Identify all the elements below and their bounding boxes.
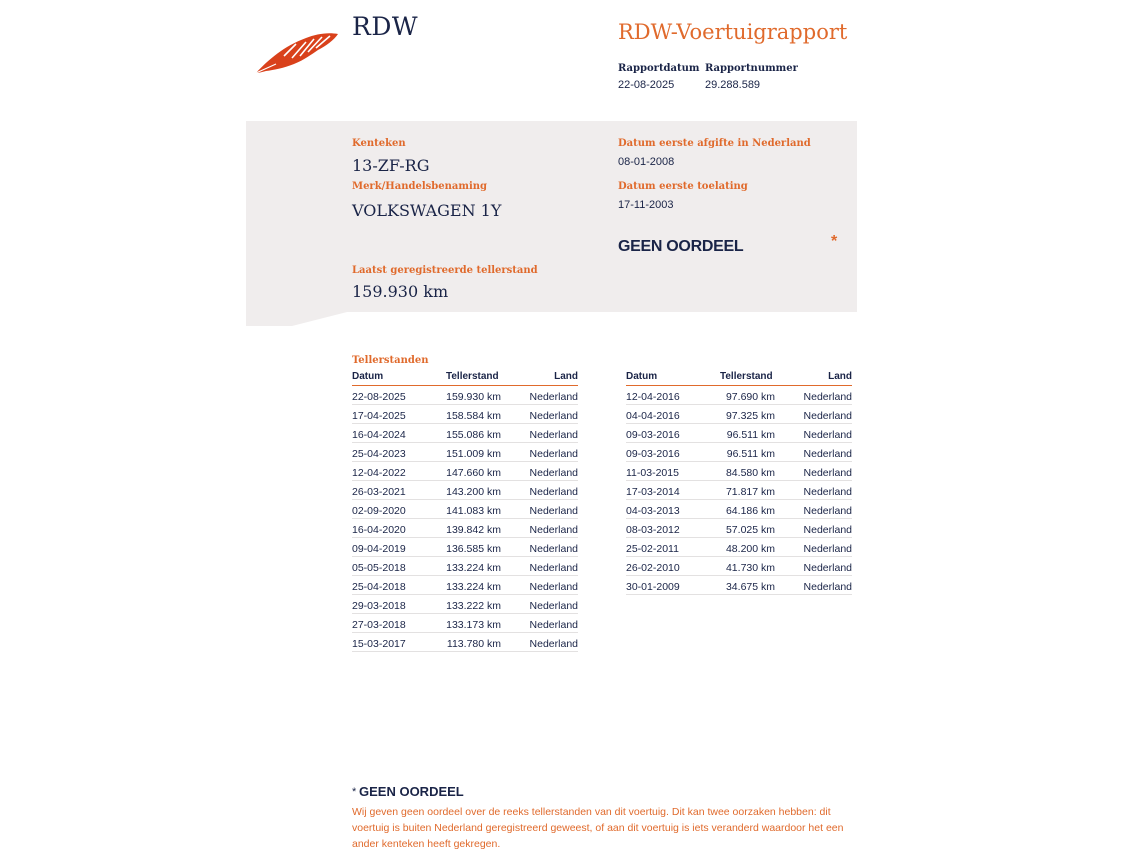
reading-odometer: 48.200 km (725, 543, 775, 555)
reading-date: 16-04-2020 (352, 524, 406, 536)
table-row (626, 538, 852, 557)
reading-country: Nederland (803, 524, 852, 536)
reading-date: 09-04-2019 (352, 543, 406, 555)
reading-date: 22-08-2025 (352, 391, 406, 403)
reading-date: 09-03-2016 (626, 448, 680, 460)
reading-odometer: 41.730 km (725, 562, 775, 574)
table-row (352, 424, 578, 443)
reading-country: Nederland (529, 524, 578, 536)
reading-odometer: 141.083 km (446, 505, 501, 517)
reading-date: 05-05-2018 (352, 562, 406, 574)
first-admission-label: Datum eerste toelating (618, 181, 748, 192)
report-title: RDW-Voertuigrapport (618, 20, 848, 44)
rdw-feather-logo-icon (254, 30, 340, 76)
reading-date: 12-04-2016 (626, 391, 680, 403)
table-header (626, 371, 852, 386)
reading-odometer: 158.584 km (446, 410, 501, 422)
reading-odometer: 133.222 km (446, 600, 501, 612)
table-row (626, 424, 852, 443)
reading-country: Nederland (803, 562, 852, 574)
footnote-title: GEEN OORDEEL (359, 784, 464, 799)
reading-odometer: 97.325 km (725, 410, 775, 422)
reading-country: Nederland (529, 467, 578, 479)
reading-country: Nederland (529, 638, 578, 650)
table-row (626, 386, 852, 405)
col-date-header: Datum (626, 371, 658, 382)
reading-odometer: 159.930 km (446, 391, 501, 403)
table-row (352, 462, 578, 481)
reading-odometer: 133.224 km (446, 562, 501, 574)
table-row (352, 557, 578, 576)
readings-table-left (352, 371, 578, 652)
reading-odometer: 139.842 km (446, 524, 501, 536)
reading-odometer: 57.025 km (725, 524, 775, 536)
reading-odometer: 143.200 km (446, 486, 501, 498)
reading-date: 30-01-2009 (626, 581, 680, 593)
reading-country: Nederland (529, 619, 578, 631)
reading-odometer: 147.660 km (446, 467, 501, 479)
col-odometer-header: Tellerstand (446, 371, 499, 382)
reading-odometer: 71.817 km (725, 486, 775, 498)
reading-odometer: 113.780 km (446, 638, 501, 650)
table-row (352, 405, 578, 424)
table-row (626, 557, 852, 576)
report-date: 22-08-2025 (618, 79, 675, 91)
readings-table-right (626, 371, 852, 595)
verdict-status: GEEN OORDEEL (618, 238, 744, 255)
reading-date: 15-03-2017 (352, 638, 406, 650)
brand-name: RDW (352, 12, 419, 41)
reading-date: 17-03-2014 (626, 486, 680, 498)
reading-date: 26-02-2010 (626, 562, 680, 574)
report-number: 29.288.589 (705, 79, 761, 91)
reading-country: Nederland (529, 543, 578, 555)
reading-country: Nederland (529, 391, 578, 403)
reading-date: 25-04-2023 (352, 448, 406, 460)
reading-odometer: 133.224 km (446, 581, 501, 593)
reading-country: Nederland (803, 448, 852, 460)
table-row (352, 538, 578, 557)
reading-date: 17-04-2025 (352, 410, 406, 422)
table-row (626, 405, 852, 424)
report-date-label: Rapportdatum (618, 63, 700, 74)
reading-country: Nederland (803, 486, 852, 498)
reading-country: Nederland (803, 467, 852, 479)
table-row (352, 443, 578, 462)
reading-date: 12-04-2022 (352, 467, 406, 479)
reading-date: 25-04-2018 (352, 581, 406, 593)
reading-country: Nederland (529, 562, 578, 574)
first-nl-value: 08-01-2008 (618, 156, 675, 168)
reading-odometer: 34.675 km (725, 581, 775, 593)
reading-date: 11-03-2015 (626, 467, 679, 479)
last-odometer-value: 159.930 km (352, 282, 449, 301)
make-value: VOLKSWAGEN 1Y (352, 201, 502, 220)
reading-odometer: 84.580 km (725, 467, 775, 479)
table-row (626, 519, 852, 538)
reading-country: Nederland (803, 391, 852, 403)
reading-country: Nederland (529, 600, 578, 612)
readings-section-title: Tellerstanden (352, 355, 429, 366)
panel-tab-slope (292, 311, 351, 326)
reading-date: 02-09-2020 (352, 505, 406, 517)
reading-odometer: 97.690 km (725, 391, 775, 403)
table-row (626, 443, 852, 462)
table-row (626, 576, 852, 595)
table-row (352, 576, 578, 595)
reading-date: 08-03-2012 (626, 524, 680, 536)
verdict-footnote-marker: * (831, 233, 838, 250)
panel-tab-decoration (246, 311, 292, 326)
col-odometer-header: Tellerstand (720, 371, 773, 382)
table-row (352, 595, 578, 614)
table-row (352, 481, 578, 500)
reading-country: Nederland (803, 410, 852, 422)
reading-date: 29-03-2018 (352, 600, 406, 612)
reading-country: Nederland (529, 448, 578, 460)
reading-date: 09-03-2016 (626, 429, 680, 441)
table-row (626, 500, 852, 519)
make-label: Merk/Handelsbenaming (352, 181, 488, 192)
footnote-text: Wij geven geen oordeel over de reeks tellerstanden van dit voertuig. Dit kan twee oorzaken hebben: dit voertuig is buiten Nederland geregistreerd geweest, of aan dit voertuig is iets veranderd waardoor het een ander kenteken heeft gekregen. (352, 806, 844, 850)
report-number-label: Rapportnummer (705, 63, 798, 74)
reading-country: Nederland (803, 429, 852, 441)
table-row (352, 386, 578, 405)
reading-date: 16-04-2024 (352, 429, 406, 441)
reading-date: 26-03-2021 (352, 486, 406, 498)
table-row (352, 500, 578, 519)
reading-country: Nederland (529, 486, 578, 498)
col-country-header: Land (828, 371, 852, 382)
plate-label: Kenteken (352, 138, 406, 149)
table-row (352, 614, 578, 633)
table-row (626, 462, 852, 481)
reading-odometer: 133.173 km (446, 619, 501, 631)
first-admission-value: 17-11-2003 (618, 199, 674, 211)
reading-odometer: 96.511 km (726, 448, 775, 460)
reading-date: 04-03-2013 (626, 505, 680, 517)
first-nl-label: Datum eerste afgifte in Nederland (618, 138, 811, 149)
reading-country: Nederland (529, 429, 578, 441)
reading-country: Nederland (803, 543, 852, 555)
reading-date: 27-03-2018 (352, 619, 406, 631)
reading-date: 25-02-2011 (626, 543, 679, 555)
last-odometer-label: Laatst geregistreerde tellerstand (352, 265, 538, 276)
reading-date: 04-04-2016 (626, 410, 680, 422)
footnote-marker: * (352, 786, 357, 798)
vehicle-summary-panel (246, 121, 857, 312)
reading-odometer: 64.186 km (725, 505, 775, 517)
reading-odometer: 96.511 km (726, 429, 775, 441)
reading-odometer: 155.086 km (446, 429, 501, 441)
plate-value: 13-ZF-RG (352, 156, 430, 175)
col-country-header: Land (554, 371, 578, 382)
table-body (352, 386, 578, 652)
reading-country: Nederland (803, 581, 852, 593)
col-date-header: Datum (352, 371, 384, 382)
table-body (626, 386, 852, 595)
table-header (352, 371, 578, 386)
reading-country: Nederland (803, 505, 852, 517)
reading-country: Nederland (529, 581, 578, 593)
reading-country: Nederland (529, 505, 578, 517)
table-row (352, 633, 578, 652)
reading-odometer: 136.585 km (446, 543, 501, 555)
table-row (352, 519, 578, 538)
reading-country: Nederland (529, 410, 578, 422)
table-row (626, 481, 852, 500)
reading-odometer: 151.009 km (446, 448, 501, 460)
